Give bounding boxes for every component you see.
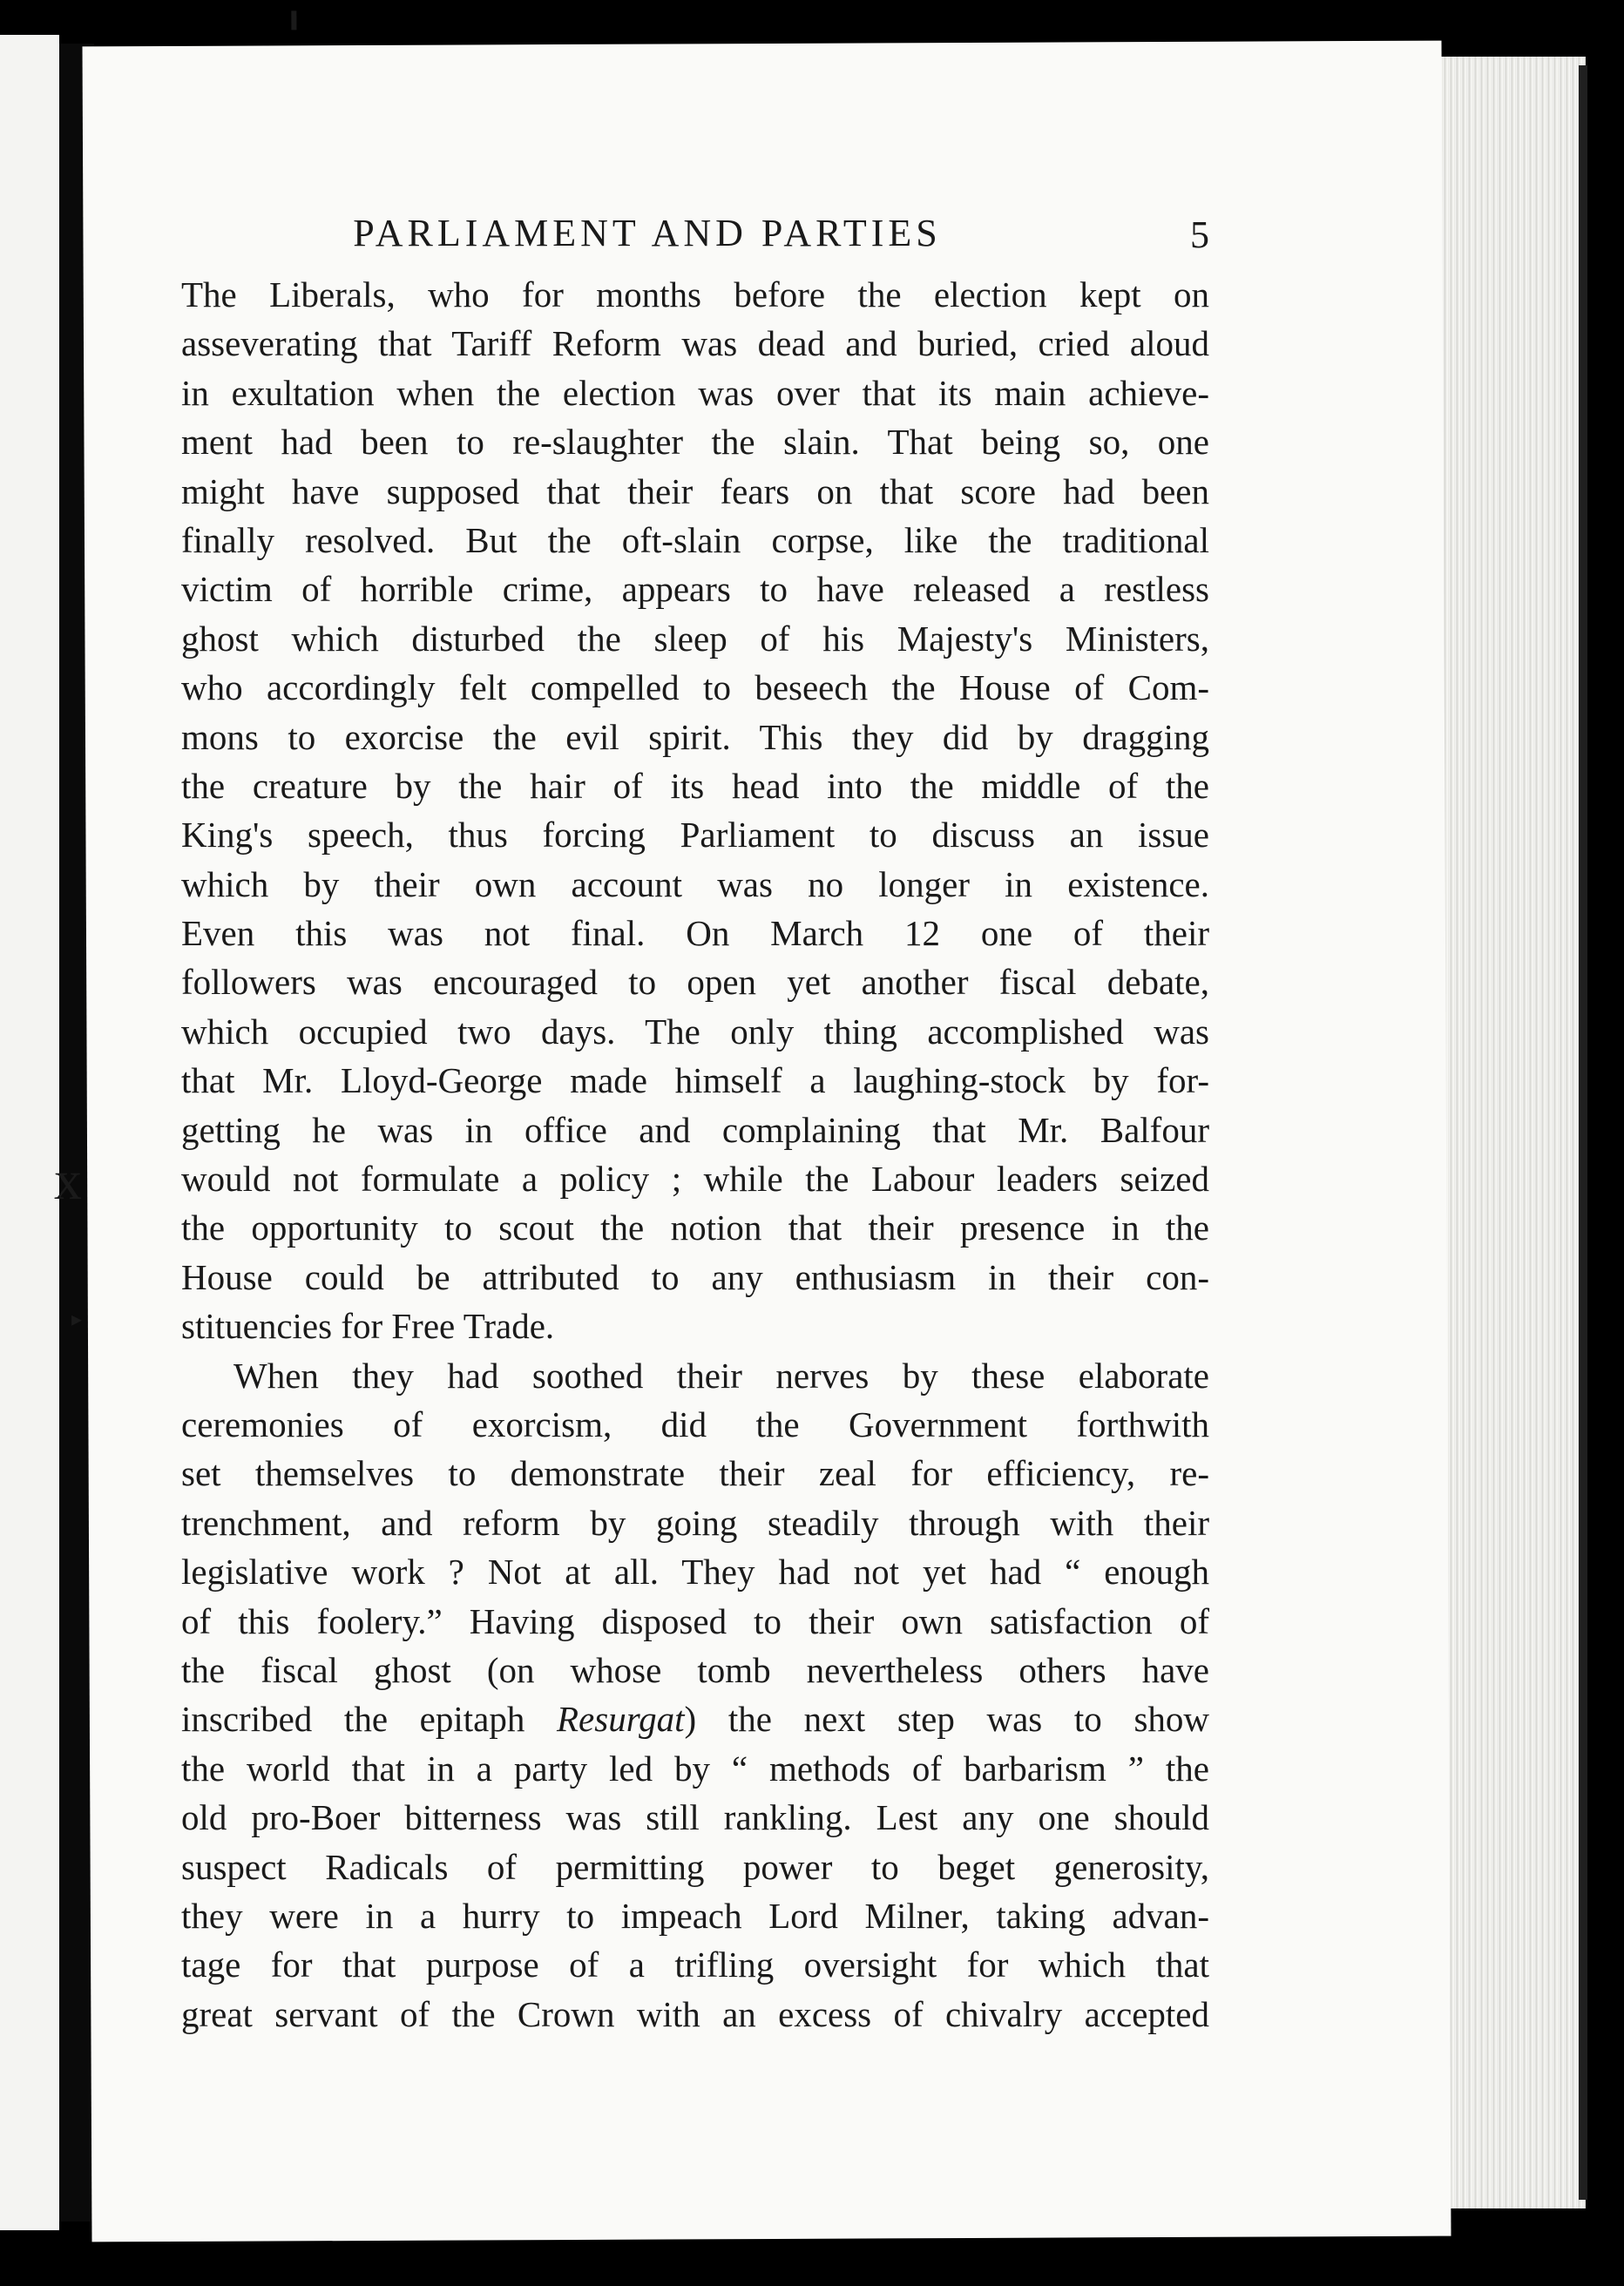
text-line: which by their own account was no longer in existence. xyxy=(181,863,1209,904)
page-stack-edge xyxy=(1436,57,1586,2208)
line-segment: ) the next step was to show xyxy=(684,1699,1210,1740)
text-line: House could be attributed to any enthusiasm in their con- xyxy=(181,1256,1209,1297)
text-line: getting he was in office and complaining that Mr. Balfour xyxy=(181,1109,1209,1150)
text-line: the creature by the hair of its head into the middle of the xyxy=(181,765,1209,806)
text-line: asseverating that Tariff Reform was dead and buried, cried aloud xyxy=(181,323,1209,364)
text-line: ghost which disturbed the sleep of his Majesty's Ministers, xyxy=(181,618,1209,659)
paragraph-end-line: stituencies for Free Trade. xyxy=(181,1306,555,1347)
text-line: the opportunity to scout the notion that their presence in the xyxy=(181,1207,1209,1248)
left-page-edge xyxy=(0,35,59,2230)
margin-arrow-mark: ▸ xyxy=(71,1309,83,1331)
text-line: which occupied two days. The only thing accomplished was xyxy=(181,1011,1209,1052)
line-segment: inscribed the epitaph xyxy=(181,1699,525,1740)
text-line: who accordingly felt compelled to beseech the House of Com- xyxy=(181,667,1209,708)
text-line: victim of horrible crime, appears to have released a restless xyxy=(181,569,1209,610)
margin-pencil-mark: x xyxy=(54,1149,82,1211)
text-line: great servant of the Crown with an excess of chivalry accepted xyxy=(181,1993,1209,2034)
text-line: ment had been to re-slaughter the slain. That being so, one xyxy=(181,422,1209,463)
text-line: would not formulate a policy ; while the Labour leaders seized xyxy=(181,1159,1209,1200)
text-line: in exultation when the election was over that its main achieve- xyxy=(181,372,1209,413)
text-line: trenchment, and reform by going steadily through with their xyxy=(181,1502,1209,1543)
page-header xyxy=(181,211,1209,267)
page-number: 5 xyxy=(1190,213,1209,256)
text-line: legislative work ? Not at all. They had not yet had “ enough xyxy=(181,1552,1209,1593)
text-line: of this foolery.” Having disposed to their own satisfaction of xyxy=(181,1600,1209,1641)
text-line: they were in a hurry to impeach Lord Milner, taking advan- xyxy=(181,1895,1209,1936)
body-text xyxy=(181,270,1209,2039)
text-line: tage for that purpose of a trifling oversight for which that xyxy=(181,1944,1209,1985)
running-title: PARLIAMENT AND PARTIES xyxy=(353,212,942,254)
text-line: the fiscal ghost (on whose tomb nevertheless others have xyxy=(181,1649,1209,1690)
text-line: the world that in a party led by “ methods of barbarism ” the xyxy=(181,1748,1209,1789)
text-line: The Liberals, who for months before the election kept on xyxy=(181,274,1209,314)
text-line: suspect Radicals of permitting power to beget generosity, xyxy=(181,1846,1209,1887)
text-line: set themselves to demonstrate their zeal for efficiency, re- xyxy=(181,1453,1209,1494)
text-line: mons to exorcise the evil spirit. This they did by dragging xyxy=(181,716,1209,757)
text-line: King's speech, thus forcing Parliament to discuss an issue xyxy=(181,815,1209,856)
page-stack-shadow xyxy=(1579,65,1587,2200)
scan-speck xyxy=(291,10,296,30)
text-line: old pro-Boer bitterness was still rankling. Lest any one should xyxy=(181,1797,1209,1838)
text-line-with-italic xyxy=(181,1694,1209,1743)
paragraph-start-line: When they had soothed their nerves by these elaborate xyxy=(233,1355,1209,1396)
italic-epitaph: Resurgat xyxy=(557,1699,685,1740)
text-line: might have supposed that their fears on that score had been xyxy=(181,470,1209,511)
text-line: ceremonies of exorcism, did the Government forthwith xyxy=(181,1403,1209,1444)
text-line: finally resolved. But the oft-slain corpse, like the traditional xyxy=(181,519,1209,560)
text-line: followers was encouraged to open yet another fiscal debate, xyxy=(181,962,1209,1003)
text-line: that Mr. Lloyd-George made himself a laughing-stock by for- xyxy=(181,1060,1209,1101)
text-line: Even this was not final. On March 12 one of their xyxy=(181,913,1209,954)
